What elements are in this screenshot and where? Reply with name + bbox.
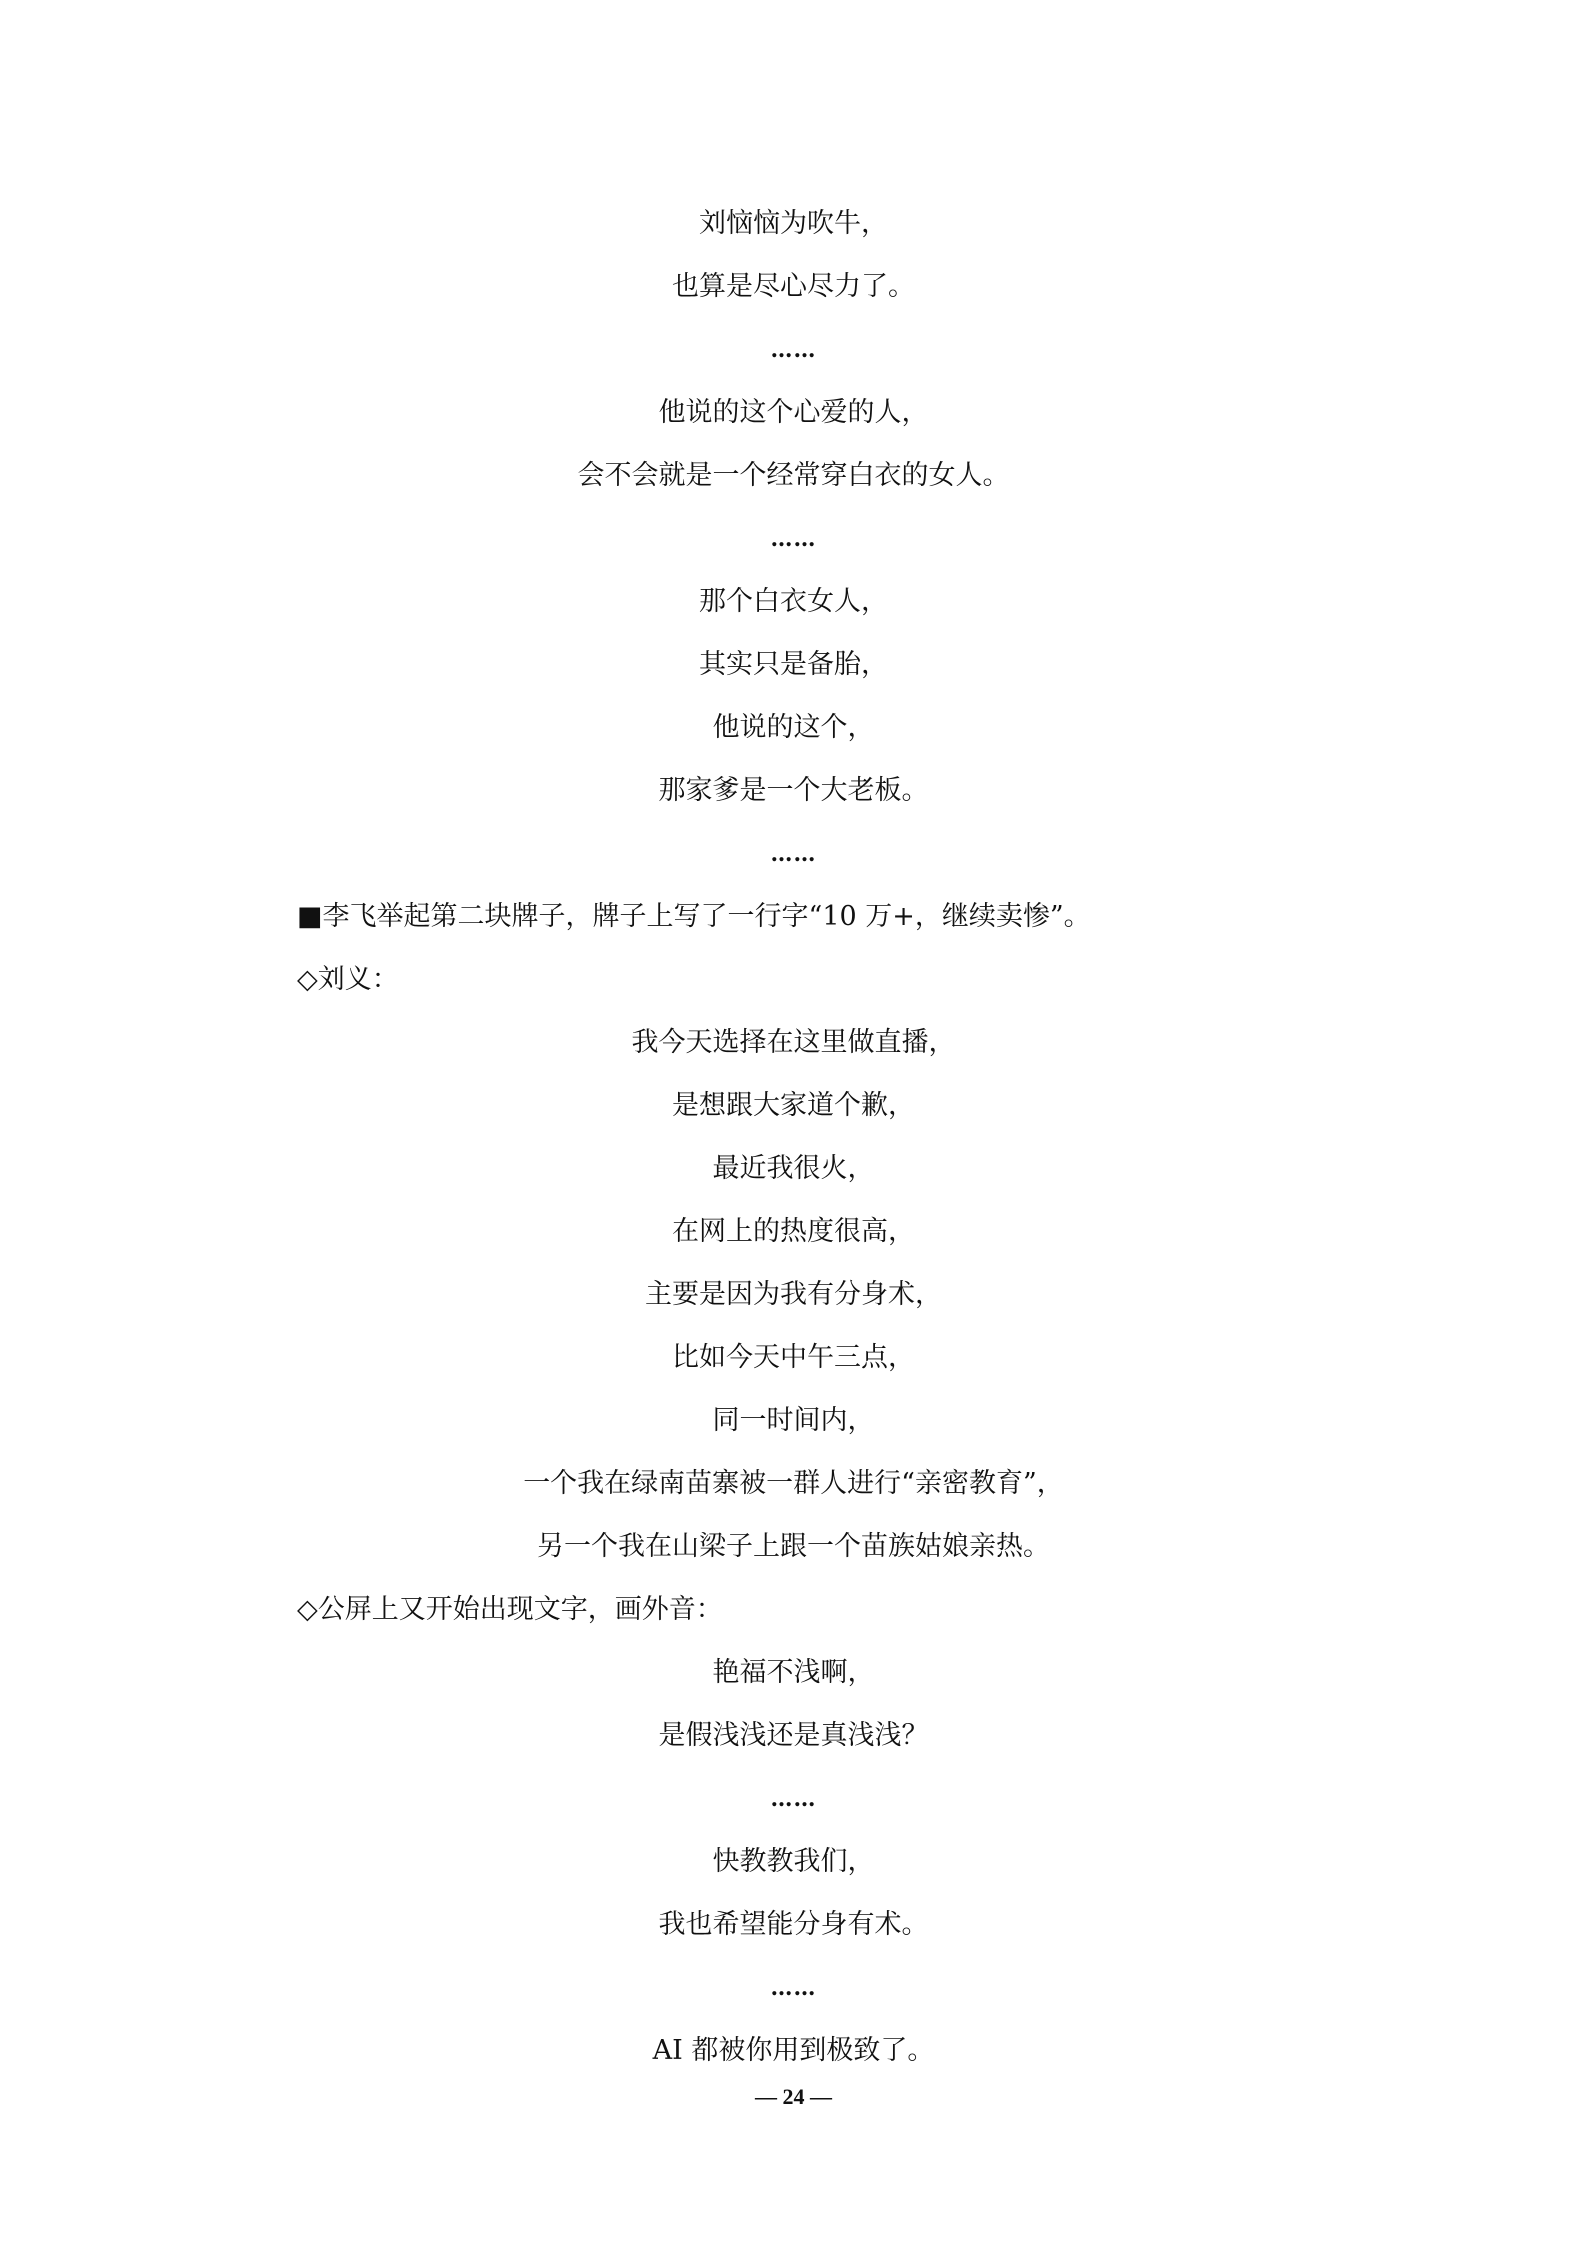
ellipsis-line: …… xyxy=(770,337,817,363)
ellipsis-line: …… xyxy=(770,526,817,552)
verse-line: 主要是因为我有分身术， xyxy=(645,1279,942,1310)
verse-line: 艳福不浅啊， xyxy=(712,1657,875,1688)
verse-line: 在网上的热度很高， xyxy=(672,1216,915,1247)
ellipsis-line: …… xyxy=(770,1975,817,2001)
verse-line: 快教教我们， xyxy=(712,1846,875,1877)
verse-line: 是想跟大家道个歉， xyxy=(672,1090,915,1121)
verse-line: 也算是尽心尽力了。 xyxy=(672,271,915,302)
verse-line: 那个白衣女人， xyxy=(699,586,888,617)
verse-line: 同一时间内， xyxy=(712,1405,875,1436)
verse-line: 比如今天中午三点， xyxy=(672,1342,915,1373)
ellipsis-line: …… xyxy=(770,1786,817,1812)
verse-line: 另一个我在山梁子上跟一个苗族姑娘亲热。 xyxy=(537,1531,1050,1562)
verse-line: 其实只是备胎， xyxy=(699,649,888,680)
verse-line: 他说的这个心爱的人， xyxy=(658,397,929,428)
verse-line: AI 都被你用到极致了。 xyxy=(652,2035,935,2066)
stage-direction: ■李飞举起第二块牌子，牌子上写了一行字“10 万+，继续卖惨”。 xyxy=(297,901,1091,932)
verse-line: 他说的这个， xyxy=(712,712,875,743)
page-number: — 24 — xyxy=(755,2084,832,2109)
verse-line: 那家爹是一个大老板。 xyxy=(658,775,929,806)
stage-direction: ◇公屏上又开始出现文字，画外音： xyxy=(297,1594,723,1625)
verse-line: 我今天选择在这里做直播， xyxy=(631,1027,956,1058)
verse-line: 刘恼恼为吹牛， xyxy=(699,208,888,239)
speaker-label: ◇刘义： xyxy=(297,964,399,995)
verse-line: 最近我很火， xyxy=(712,1153,875,1184)
verse-line: 一个我在绿南苗寨被一群人进行“亲密教育”， xyxy=(523,1468,1064,1499)
verse-line: 是假浅浅还是真浅浅？ xyxy=(658,1720,929,1751)
verse-line: 我也希望能分身有术。 xyxy=(658,1909,929,1940)
ellipsis-line: …… xyxy=(770,841,817,867)
verse-line: 会不会就是一个经常穿白衣的女人。 xyxy=(577,460,1010,491)
